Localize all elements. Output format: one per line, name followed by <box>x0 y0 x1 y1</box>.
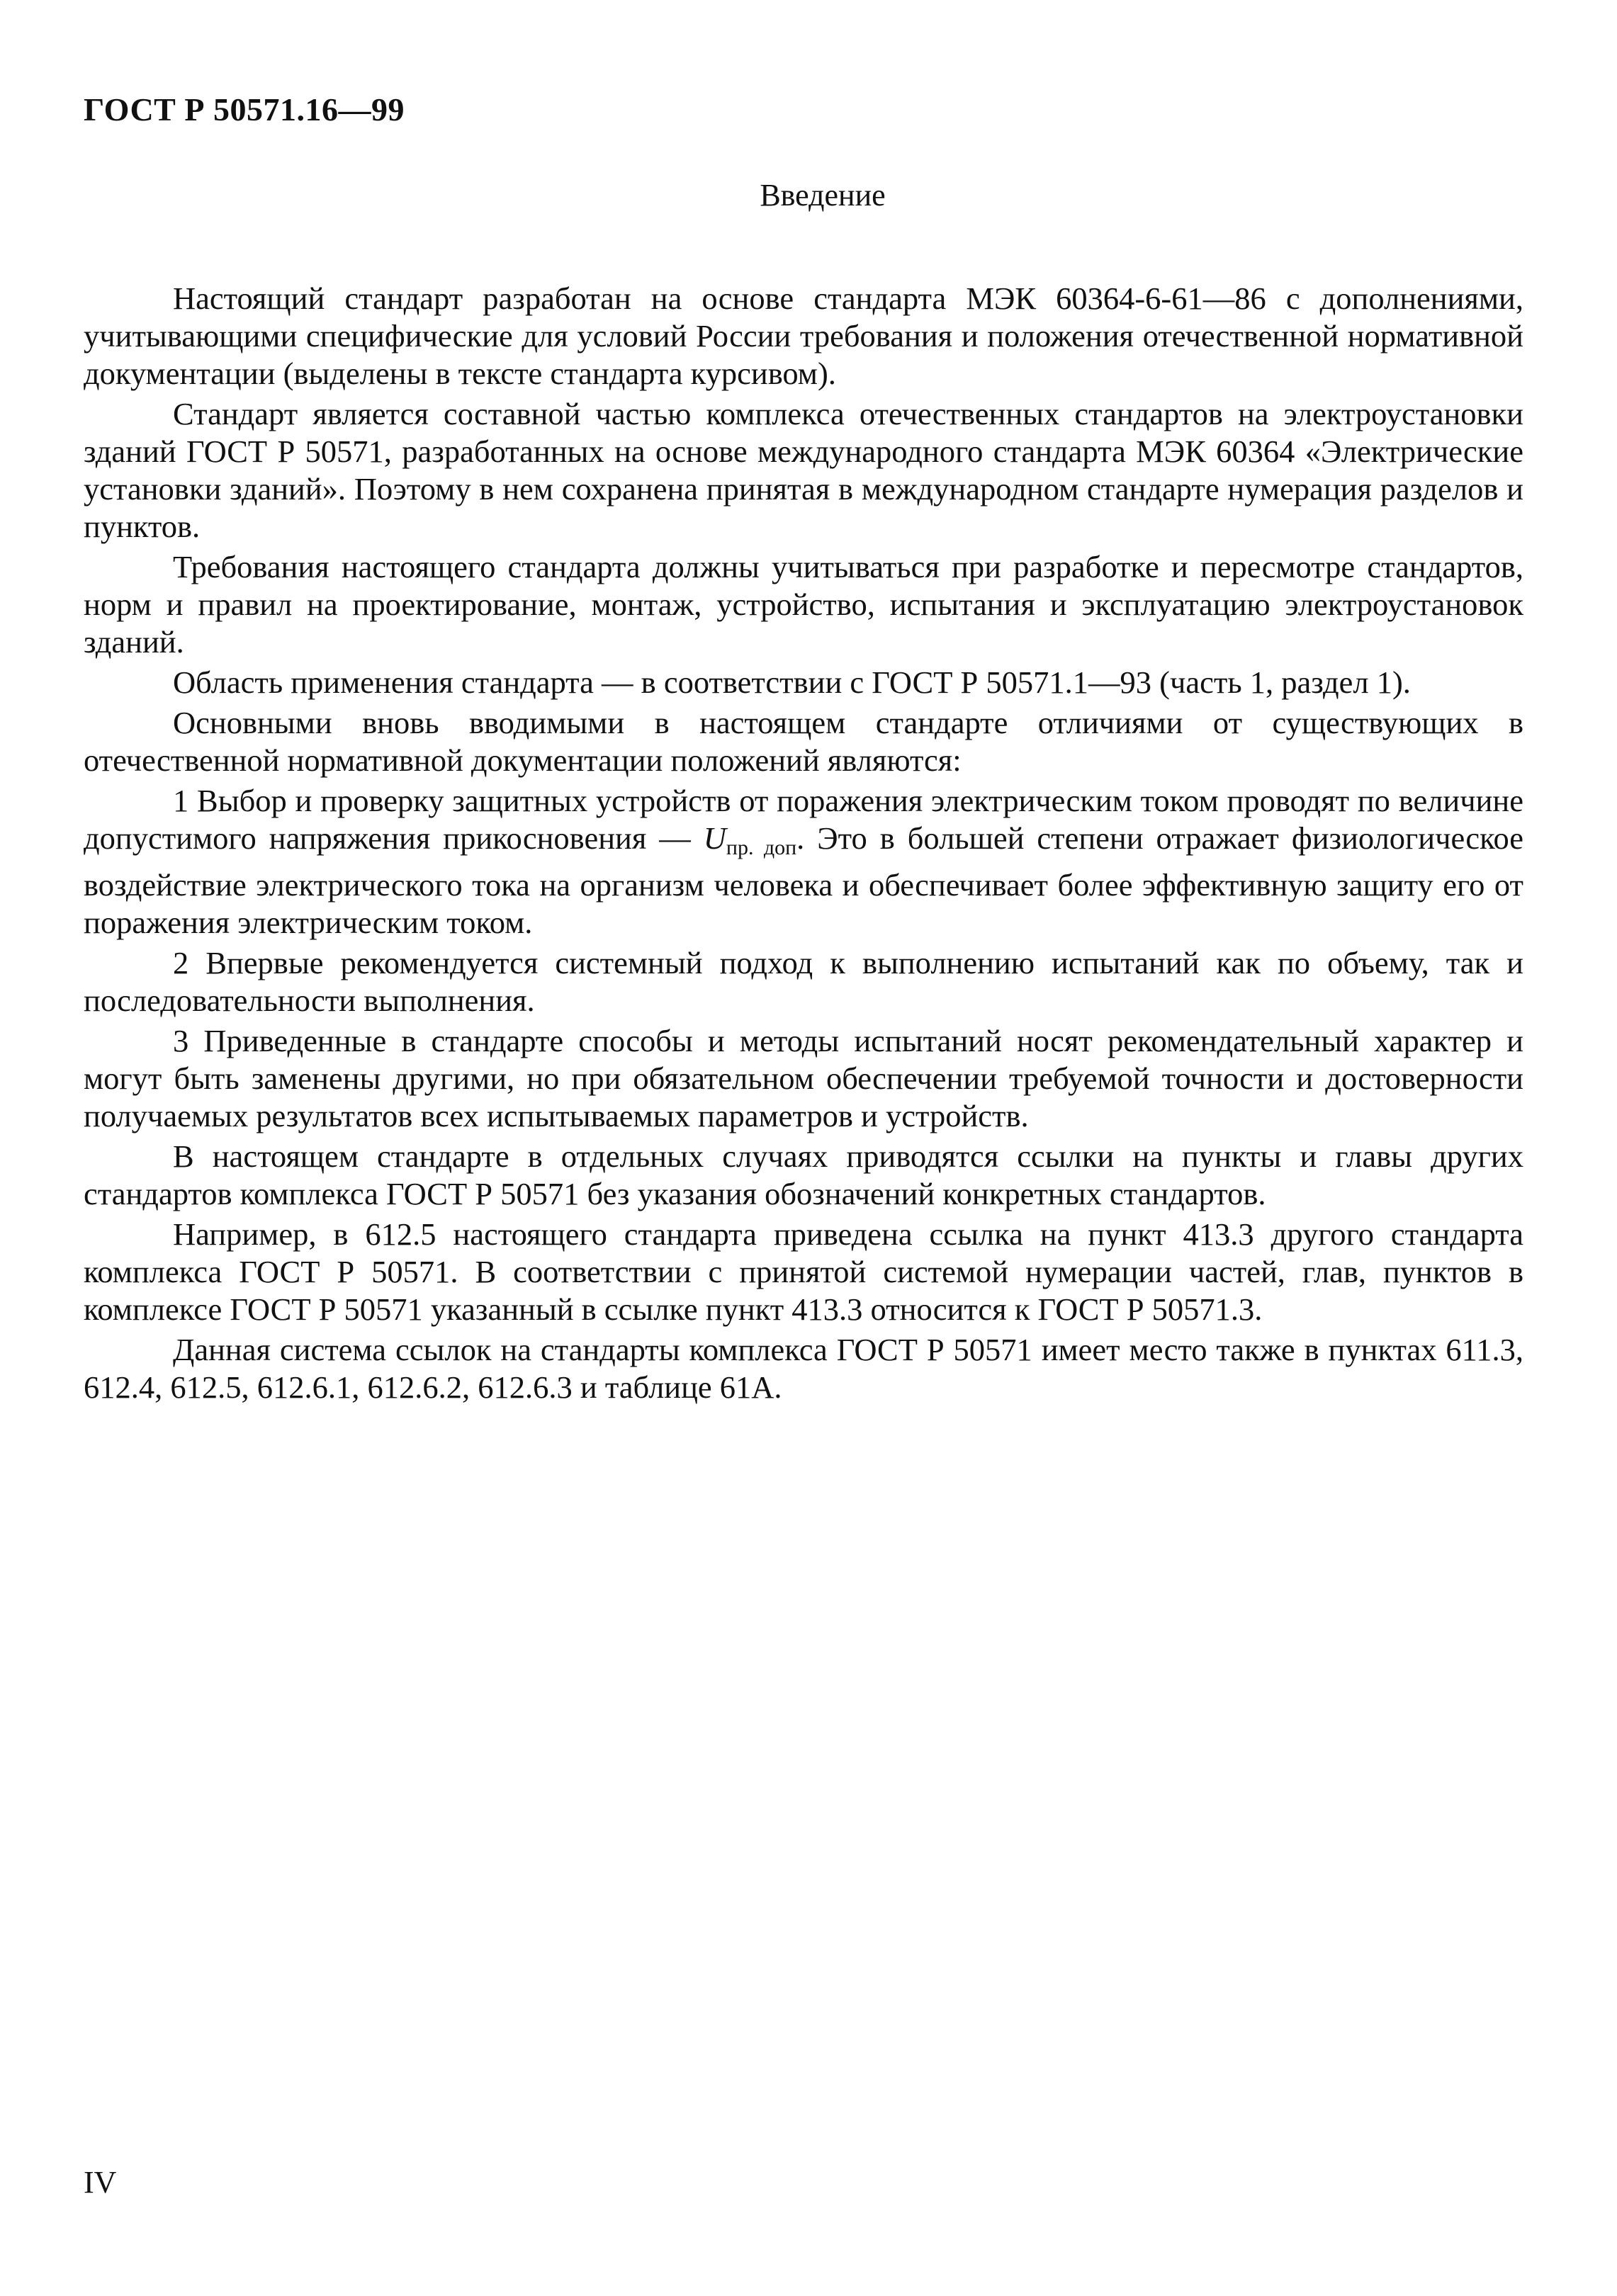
difference-1-text-before: 1 Выбор и проверку защитных устройств от поражения электрическим током проводят по величине допустимого напряжения прикосновения — <box>84 783 1523 856</box>
paragraph-references: В настоящем стандарте в отдельных случаях приводятся ссылки на пункты и главы других стандартов комплекса ГОСТ Р 50571 без указания обозначений конкретных стандартов. <box>84 1138 1523 1211</box>
section-title: Введение <box>760 178 886 213</box>
paragraph-requirements: Требования настоящего стандарта должны учитываться при разработке и пересмотре стандартов, норм и правил на проектирование, монтаж, устройство, испытания и эксплуатацию электроустановок зданий. <box>84 549 1523 660</box>
difference-1-text-after: . Это в большей степени отражает физиологическое воздействие электрического тока на организм человека и обеспечивает более эффективную защиту его от поражения электрическим током. <box>84 820 1523 940</box>
document-body <box>84 280 1523 1409</box>
paragraph-reference-example: Например, в 612.5 настоящего стандарта приведена ссылка на пункт 413.3 другого стандарта комплекса ГОСТ Р 50571. В соответствии с принятой системой нумерации частей, глав, пунктов в комплексе ГОСТ Р 50571 указанный в ссылке пункт 413.3 относится к ГОСТ Р 50571.3. <box>84 1216 1523 1327</box>
paragraph-basis: Настоящий стандарт разработан на основе стандарта МЭК 60364-6-61—86 с дополнениями, учитывающими специфические для условий России требования и положения отечественной нормативной документации (выделены в тексте стандарта курсивом). <box>84 281 1523 391</box>
voltage-symbol: U <box>703 820 726 856</box>
document-id-header: ГОСТ Р 50571.16—99 <box>84 91 405 128</box>
paragraph-scope: Область применения стандарта — в соответствии с ГОСТ Р 50571.1—93 (часть 1, раздел 1). <box>173 665 1411 700</box>
voltage-subscript: пр. доп <box>726 836 797 859</box>
paragraph-difference-2: 2 Впервые рекомендуется системный подход к выполнению испытаний как по объему, так и последовательности выполнения. <box>84 945 1523 1018</box>
paragraph-difference-1 <box>84 782 1523 941</box>
paragraph-complex: Стандарт является составной частью комплекса отечественных стандартов на электроустановки зданий ГОСТ Р 50571, разработанных на основе международного стандарта МЭК 60364 «Электрические установки зданий». Поэтому в нем сохранена принятая в международном стандарте нумерация разделов и пунктов. <box>84 396 1523 544</box>
paragraph-differences-intro: Основными вновь вводимыми в настоящем стандарте отличиями от существующих в отечественной нормативной документации положений являются: <box>84 705 1523 778</box>
page-number: IV <box>84 2165 117 2200</box>
paragraph-reference-system: Данная система ссылок на стандарты комплекса ГОСТ Р 50571 имеет место также в пунктах 611.3, 612.4, 612.5, 612.6.1, 612.6.2, 612.6.3 и таблице 61А. <box>84 1332 1523 1405</box>
paragraph-difference-3: 3 Приведенные в стандарте способы и методы испытаний носят рекомендательный характер и могут быть заменены другими, но при обязательном обеспечении требуемой точности и достоверности получаемых результатов всех испытываемых параметров и устройств. <box>84 1023 1523 1133</box>
